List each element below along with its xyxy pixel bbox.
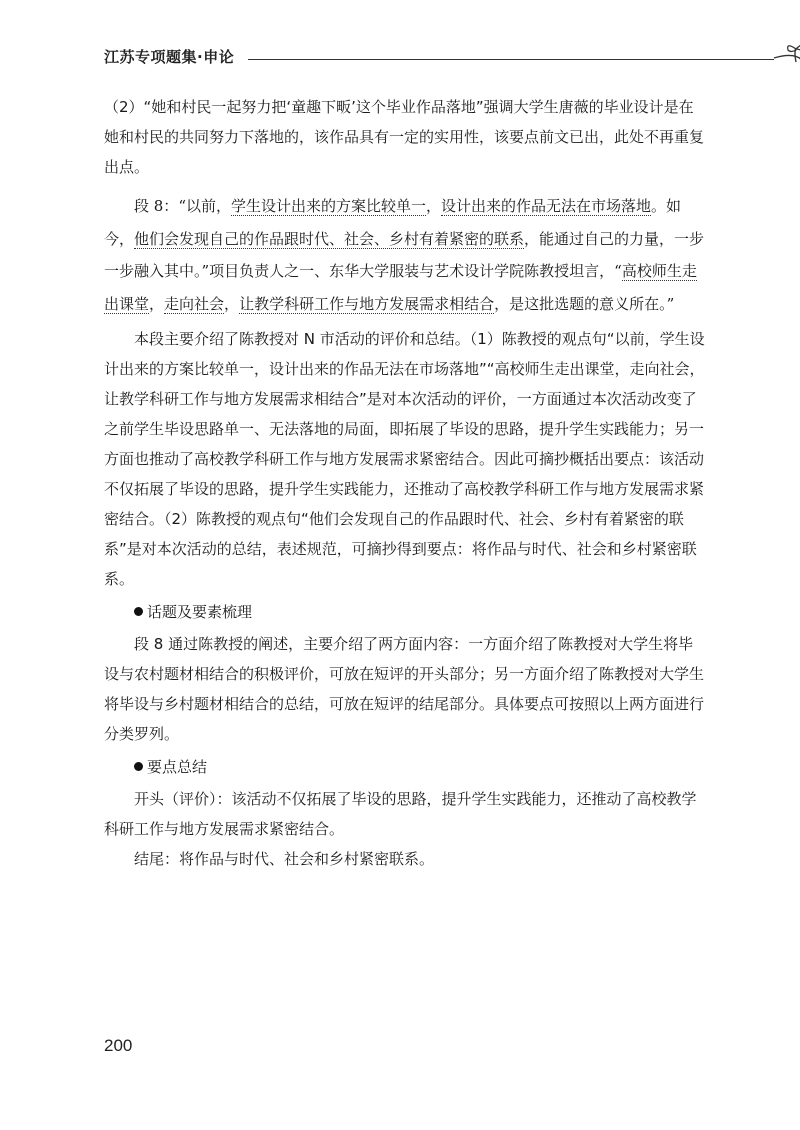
- text-segment: ，: [426, 197, 442, 215]
- text-segment: ，: [224, 294, 240, 313]
- text-segment: ，: [149, 294, 165, 313]
- text-segment: ，是这批选题的意义所在。”: [494, 294, 675, 313]
- summary-ending: 结尾：将作品与时代、社会和乡村紧密联系。: [134, 850, 435, 868]
- page-number: 200: [104, 1036, 133, 1055]
- summary-opening: 开头（评价）：该活动不仅拓展了毕设的思路，提升学生实践能力，还推动了高校教学科研工作与地方发展需求紧密结合。: [104, 790, 697, 838]
- book-title: 江苏专项题集·申论: [104, 48, 235, 66]
- topic-paragraph: 段 8 通过陈教授的阐述，主要介绍了两方面内容：一方面介绍了陈教授对大学生将毕设与农村题材相结合的积极评价，可放在短评的开头部分；另一方面介绍了陈教授对大学生将毕设与乡村题材相结合的总结，可放在短评的结尾部分。具体要点可按照以上两方面进行分类罗列。: [104, 635, 705, 743]
- bullet-label: 话题及要素梳理: [147, 603, 253, 621]
- para-label: 段 8：: [134, 197, 179, 215]
- page-header: [104, 40, 724, 70]
- header-rule: [248, 59, 774, 60]
- bullet-icon: [134, 762, 143, 771]
- bullet-icon: [134, 607, 143, 616]
- main-content: [104, 92, 708, 874]
- bullet-heading-summary: [104, 752, 708, 782]
- underlined-phrase: 设计出来的作品无法在市场落地: [441, 197, 652, 215]
- underlined-phrase: 走向社会: [164, 294, 225, 313]
- quoted-paragraph-8: [104, 190, 708, 320]
- text-segment: “以前，: [178, 197, 231, 215]
- text-segment: ，能通过自己的力量，一步一步融入其中。”项目负责人之一、东华大学服装与艺术设计学院陈教授坦言，“: [104, 229, 705, 280]
- sprout-icon: [772, 40, 800, 66]
- text-segment: 。如今，: [104, 197, 682, 248]
- underlined-phrase: 学生设计出来的方案比较单一: [230, 197, 426, 215]
- analysis-paragraph: 本段主要介绍了陈教授对 N 市活动的评价和总结。（1）陈教授的观点句“以前，学生设计出来的方案比较单一，设计出来的作品无法在市场落地”“高校师生走出课堂，走向社会，让教学科研工作与地方发展需求相结合”是对本次活动的评价，一方面通过本次活动改变了之前学生毕设思路单一、无法落地的局面，即拓展了毕设的思路，提升学生实践能力；另一方面也推动了高校教学科研工作与地方发展需求紧密结合。因此可摘抄概括出要点：该活动不仅拓展了毕设的思路，提升学生实践能力，还推动了高校教学科研工作与地方发展需求紧密结合。（2）陈教授的观点句“他们会发现自己的作品跟时代、社会、乡村有着紧密的联系”是对本次活动的总结，表述规范，可摘抄得到要点：将作品与时代、社会和乡村紧密联系。: [104, 330, 705, 588]
- underlined-phrase: 高校师生走出课堂: [104, 262, 697, 313]
- paragraph-point-2: （2）“她和村民一起努力把‘童趣下畈’这个毕业作品落地”强调大学生唐薇的毕业设计是在她和村民的共同努力下落地的，该作品具有一定的实用性，该要点前文已出，此处不再重复出点。: [104, 98, 705, 176]
- underlined-phrase: 他们会发现自己的作品跟时代、社会、乡村有着紧密的联系: [134, 229, 525, 248]
- bullet-label: 要点总结: [147, 758, 208, 776]
- underlined-phrase: 让教学科研工作与地方发展需求相结合: [239, 294, 495, 313]
- bullet-heading-topic: [104, 597, 708, 627]
